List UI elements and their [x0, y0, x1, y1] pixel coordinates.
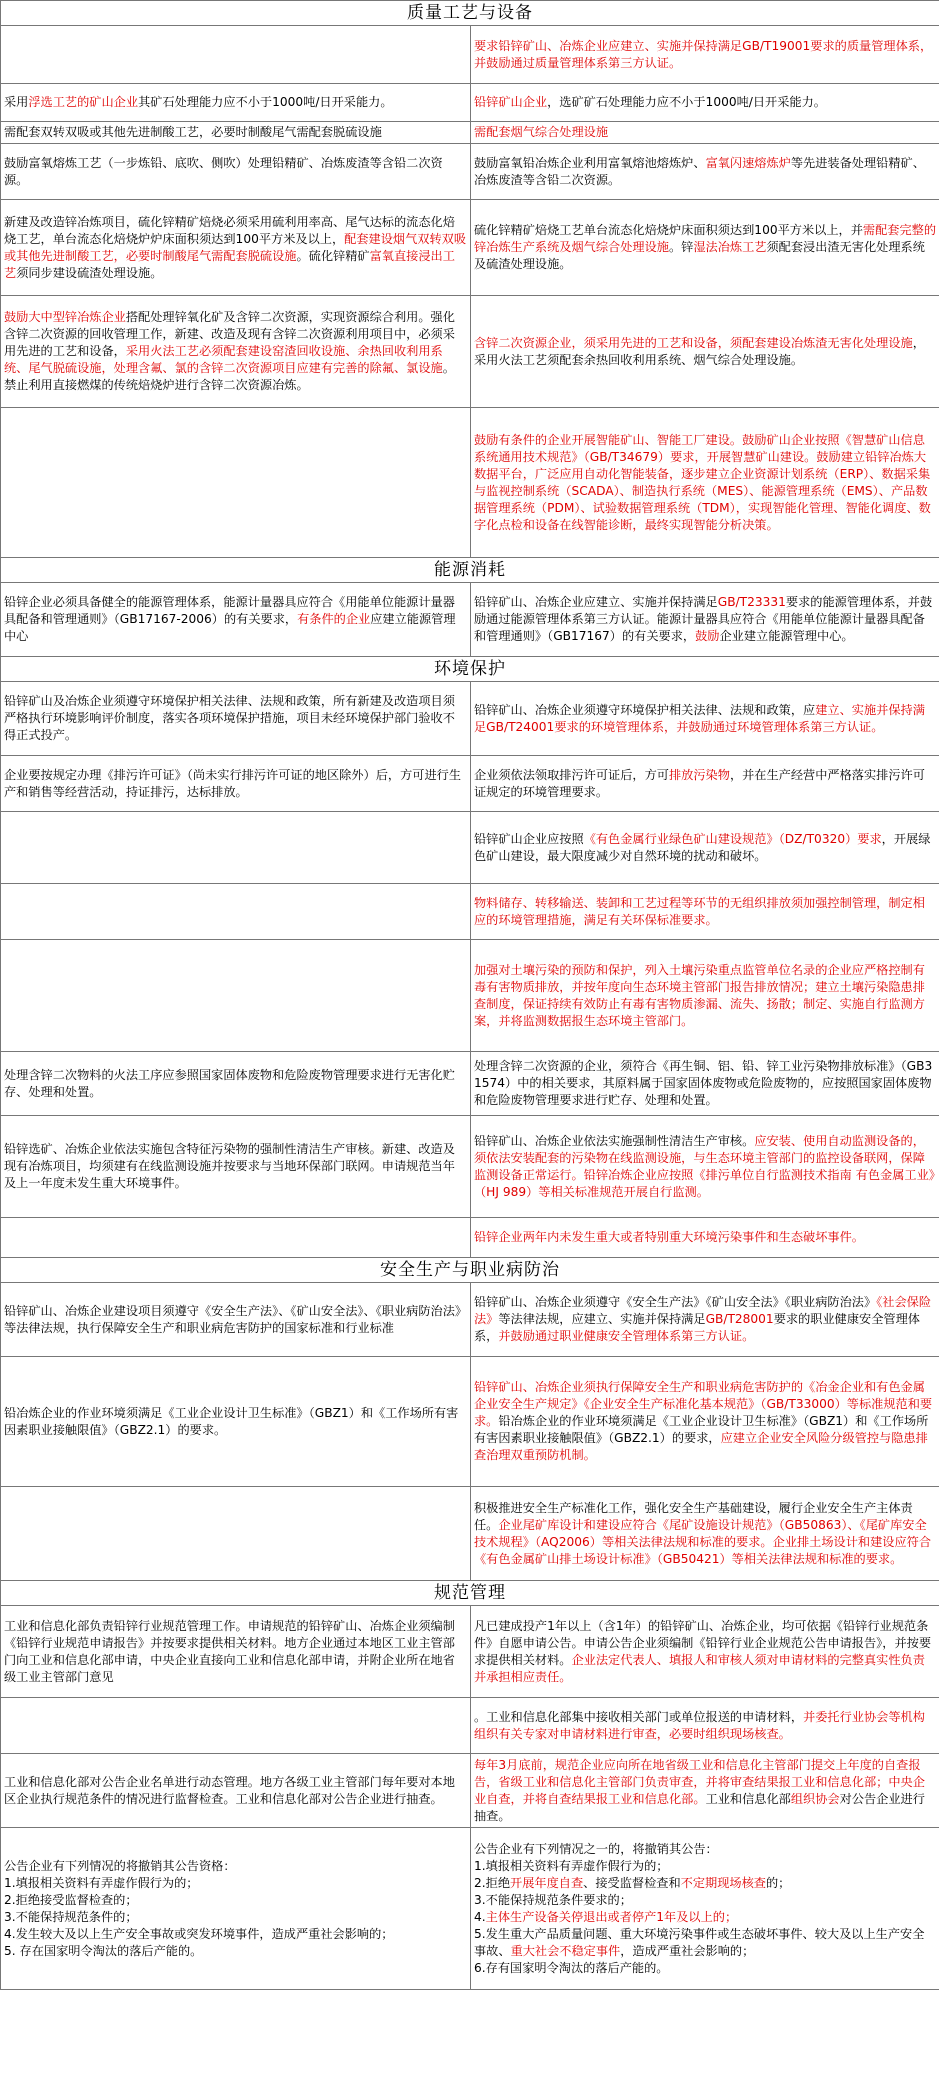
clause-text: 等法律法规，应建立、实施并保持满足 — [498, 1312, 706, 1326]
clause-text: ，采用火法工艺须配套余热回收利用系统、烟气综合处理设施。 — [474, 335, 925, 367]
clause-text: 凡已建成投产1年以上（含1年）的铅锌矿山、冶炼企业，均可依据《铅锌行业规范条件》自愿申请公告。申请公告企业须编制《铅锌行业企业规范公告申请报告》，并按要求提供相关材料。 — [474, 1618, 932, 1667]
highlighted-text: 铅锌企业两年内未发生重大或者特别重大环境污染事件和生态破坏事件。 — [474, 1230, 864, 1244]
original-clause-cell — [1, 1828, 471, 1990]
original-clause-cell — [1, 1698, 471, 1754]
clause-text: 鼓励富氧熔炼工艺（一步炼铅、底吹、侧吹）处理铅精矿、冶炼废渣等含铅二次资源。 — [4, 155, 443, 187]
revised-clause-cell — [471, 408, 939, 558]
original-clause-cell — [1, 122, 471, 144]
highlighted-text: 每年3月底前，规范企业应向所在地省级工业和信息化主管部门提交上年度的自查报告，省级工业和信息化主管部门负责审查，并将审查结果报工业和信息化部；中央企业自查，并将自查结果报工业和信息化部。 — [474, 1757, 925, 1806]
original-clause-cell — [1, 26, 471, 84]
original-clause-cell — [1, 1218, 471, 1258]
original-clause-cell — [1, 940, 471, 1052]
revised-clause-cell — [471, 122, 939, 144]
clause-text: 铅冶炼企业的作业环境须满足《工业企业设计卫生标准》（GBZ1）和《工作场所有害因素职业接触限值》（GBZ2.1）的要求， — [474, 1414, 929, 1445]
clause-row — [1, 26, 939, 84]
original-clause-cell — [1, 1754, 471, 1828]
revised-clause-cell — [471, 1052, 939, 1116]
highlighted-text: 建立、实施并保持满足GB/T24001要求的环境管理体系，并鼓励通过环境管理体系第三方认证。 — [474, 702, 925, 734]
clause-text: 铅锌矿山、冶炼企业须遵守环境保护相关法律、法规和政策，应 — [474, 702, 816, 717]
clause-text: 铅锌矿山、冶炼企业依法实施强制性清洁生产审核。 — [474, 1133, 755, 1148]
highlighted-text: 采用火法工艺必须配套建设窑渣回收设施、余热回收利用系统、尾气脱硫设施，处理含氟、氯的含锌二次资源项目应建有完善的除氟、氯设施 — [4, 344, 443, 375]
highlighted-text: 排放污染物 — [669, 767, 730, 782]
highlighted-text: 需配套烟气综合处理设施 — [474, 125, 609, 139]
highlighted-text: 应安装、使用自动监测设备的，须依法安装配套的污染物在线监测设施，与生态环境主管部门的监控设备联网，保障监测设备正常运行。铅锌冶炼企业应按照《排污单位自行监测技术指南 有色金属工业》（HJ 989）等相关标准规范开展自行监测。 — [474, 1133, 935, 1199]
highlighted-text: 企业法定代表人、填报人和审核人须对申请材料的完整真实性负责并承担相应责任。 — [474, 1652, 925, 1684]
section-header-row — [1, 657, 939, 682]
clause-row — [1, 408, 939, 558]
revised-clause-cell — [471, 1218, 939, 1258]
highlighted-text: 企业尾矿库设计和建设应符合《尾矿设施设计规范》（GB50863）、《尾矿库安全技术规程》（AQ2006）等相关法律法规和标准的要求。企业排土场设计和建设应符合《有色金属矿山排土场设计标准》（GB50421）等相关法律法规和标准的要求。 — [474, 1517, 932, 1566]
clause-text: 2.拒绝 — [474, 1875, 511, 1890]
highlighted-text: 有条件的企业 — [297, 612, 371, 626]
revised-clause-cell — [471, 1828, 939, 1990]
clause-row — [1, 1116, 939, 1218]
clause-text: 对公告企业进行抽查。 — [474, 1791, 925, 1823]
clause-text: ，并在生产经营中严格落实排污许可证规定的环境管理要求。 — [474, 767, 925, 799]
clause-text: 采用 — [4, 95, 29, 109]
original-clause-cell — [1, 1487, 471, 1581]
highlighted-text: 并鼓励通过职业健康安全管理体系第三方认证。 — [498, 1329, 755, 1343]
clause-text: 铅冶炼企业的作业环境须满足《工业企业设计卫生标准》（GBZ1）和《工作场所有害因素职业接触限值》（GBZ2.1）的要求。 — [4, 1405, 459, 1437]
clause-text: ，选矿矿石处理能力应不小于1000吨/日开采能力。 — [547, 95, 826, 109]
clause-row — [1, 1754, 939, 1828]
clause-text: 3.不能保持规范条件要求的； — [474, 1892, 632, 1907]
highlighted-text: 应建立企业安全风险分级管控与隐患排查治理双重预防机制。 — [474, 1431, 928, 1462]
clause-text: 工业和信息化部 — [705, 1791, 791, 1806]
clause-text: 要求的职业健康安全管理体系， — [474, 1312, 920, 1343]
revised-clause-cell — [471, 1487, 939, 1581]
highlighted-text: 加强对土壤污染的预防和保护，列入土壤污染重点监管单位名录的企业应严格控制有毒有害物质排放，并按年度向生态环境主管部门报告排放情况；建立土壤污染隐患排查制度，保证持续有效防止有毒有害物质渗漏、流失、扬散；制定、实施自行监测方案，并将监测数据报生态环境主管部门。 — [474, 962, 925, 1028]
clause-text: 公告企业有下列情况的将撤销其公告资格： — [4, 1858, 236, 1873]
clause-text: 工业和信息化部负责铅锌行业规范管理工作。申请规范的铅锌矿山、冶炼企业须编制《铅锌行业规范申请报告》并按要求提供相关材料。地方企业通过本地区工业主管部门向工业和信息化部申请，中央企业直接向工业和信息化部申请，并附企业所在地省级工业主管部门意见 — [4, 1618, 455, 1684]
clause-row — [1, 1283, 939, 1357]
clause-row — [1, 1606, 939, 1698]
highlighted-text: 配套建设烟气双转双吸或其他先进制酸工艺，必要时制酸尾气需配套脱硫设施 — [4, 231, 467, 263]
clause-text: 其矿石处理能力应不小于1000吨/日开采能力。 — [138, 95, 393, 109]
clause-row — [1, 1828, 939, 1990]
clause-row — [1, 122, 939, 144]
section-title: 质量工艺与设备 — [1, 1, 939, 26]
highlighted-text: GB/T23331 — [717, 595, 786, 609]
revised-clause-cell — [471, 144, 939, 200]
clause-text: 。禁止利用直接燃煤的传统焙烧炉进行含锌二次资源冶炼。 — [4, 361, 455, 392]
revised-clause-cell — [471, 296, 939, 408]
clause-text: 铅锌矿山、冶炼企业须遵守《安全生产法》《矿山安全法》《职业病防治法》 — [474, 1295, 877, 1309]
clause-text: ，造成严重社会影响的； — [620, 1943, 755, 1958]
clause-row — [1, 296, 939, 408]
section-title: 能源消耗 — [1, 558, 939, 583]
revised-clause-cell — [471, 1606, 939, 1698]
comparison-table-body — [1, 1, 939, 1990]
highlighted-text: 开展年度自查 — [510, 1875, 584, 1890]
clause-text: 3.不能保持规范条件的； — [4, 1909, 138, 1924]
highlighted-text: 需配套完整的锌冶炼生产系统及烟气综合处理设施 — [474, 223, 937, 254]
revised-clause-cell — [471, 583, 939, 657]
clause-text: 需配套双转双吸或其他先进制酸工艺，必要时制酸尾气需配套脱硫设施 — [4, 125, 382, 139]
original-clause-cell — [1, 1283, 471, 1357]
clause-text: 铅锌选矿、冶炼企业依法实施包含特征污染物的强制性清洁生产审核。新建、改造及现有冶炼项目，均须建有在线监测设施并按要求与当地环保部门联网。申请规范当年及上一年度未发生重大环境事件。 — [4, 1142, 455, 1190]
section-header-row — [1, 1258, 939, 1283]
highlighted-text: 物料储存、转移输送、装卸和工艺过程等环节的无组织排放须加强控制管理，制定相应的环境管理措施，满足有关环保标准要求。 — [474, 895, 925, 927]
highlighted-text: 不定期现场核查 — [680, 1875, 766, 1890]
section-title: 安全生产与职业病防治 — [1, 1258, 939, 1283]
clause-text: 新建及改造锌冶炼项目，硫化锌精矿焙烧必须采用硫利用率高、尾气达标的流态化焙烧工艺，单台流态化焙烧炉炉床面积须达到100平方米及以上， — [4, 214, 455, 246]
clause-row — [1, 812, 939, 884]
original-clause-cell — [1, 200, 471, 296]
revised-clause-cell — [471, 812, 939, 884]
highlighted-text: 组织协会 — [790, 1791, 840, 1806]
clause-text: 。锌 — [669, 240, 694, 254]
clause-text: 。硫化锌精矿 — [296, 248, 370, 263]
highlighted-text: 主体生产设备关停退出或者停产1年及以上的； — [485, 1909, 738, 1924]
clause-text: 铅锌企业必须具备健全的能源管理体系，能源计量器具应符合《用能单位能源计量器具配备和管理通则》（GB17167-2006）的有关要求， — [4, 595, 455, 626]
original-clause-cell — [1, 1052, 471, 1116]
clause-text: 要求的能源管理体系，并鼓励通过能源管理体系第三方认证。能源计量器具应符合《用能单位能源计量器具配备和管理通则》（GB17167）的有关要求， — [474, 595, 933, 643]
clause-text: 等先进装备处理铅精矿、冶炼废渣等含铅二次资源。 — [474, 155, 925, 187]
clause-text: 处理含锌二次物料的火法工序应参照国家固体废物和危险废物管理要求进行无害化贮存、处理和处置。 — [4, 1067, 455, 1099]
highlighted-text: 并委托行业协会等机构组织有关专家对申请材料进行审查，必要时组织现场核查。 — [474, 1709, 925, 1741]
revised-clause-cell — [471, 1116, 939, 1218]
revised-clause-cell — [471, 26, 939, 84]
clause-row — [1, 884, 939, 940]
section-title: 环境保护 — [1, 657, 939, 682]
revised-clause-cell — [471, 940, 939, 1052]
clause-text: 铅锌矿山及冶炼企业须遵守环境保护相关法律、法规和政策，所有新建及改造项目须严格执行环境影响评价制度，落实各项环境保护措施，项目未经环境保护部门验收不得正式投产。 — [4, 694, 455, 742]
clause-text: 的； — [765, 1875, 791, 1890]
clause-text: 企业建立能源管理中心。 — [719, 629, 854, 643]
clause-text: ，开展绿色矿山建设，最大限度减少对自然环境的扰动和破坏。 — [474, 831, 931, 863]
clause-text: 4.发生较大及以上生产安全事故或突发环境事件，造成严重社会影响的； — [4, 1926, 394, 1941]
clause-text: 4. — [474, 1909, 486, 1924]
revised-clause-cell — [471, 682, 939, 756]
section-header-row — [1, 558, 939, 583]
clause-text: 铅锌矿山企业应按照 — [474, 831, 584, 846]
clause-row — [1, 200, 939, 296]
clause-text: 、接受监督检查和 — [583, 1875, 681, 1890]
clause-text: 企业要按规定办理《排污许可证》（尚未实行排污许可证的地区除外）后，方可进行生产和销售等经营活动，持证排污，达标排放。 — [4, 767, 462, 799]
clause-row — [1, 583, 939, 657]
highlighted-text: 铅锌矿山企业 — [474, 95, 548, 109]
original-clause-cell — [1, 682, 471, 756]
clause-row — [1, 682, 939, 756]
clause-text: 须同步建设硫渣处理设施。 — [16, 265, 163, 280]
clause-text: 应建立能源管理中心 — [4, 612, 456, 643]
highlighted-text: 《社会保险法》 — [474, 1295, 932, 1326]
original-clause-cell — [1, 296, 471, 408]
highlighted-text: 鼓励有条件的企业开展智能矿山、智能工厂建设。鼓励矿山企业按照《智慧矿山信息系统通用技术规范》（GB/T34679）要求，开展智慧矿山建设。鼓励建立铅锌冶炼大数据平台，广泛应用自动化智能装备，逐步建立企业资源计划系统（ERP）、数据采集与监视控制系统（SCADA）、制造执行系统（MES）、能源管理系统（EMS）、产品数据管理系统（PDM）、试验数据管理系统（TDM），实现智能化管理、智能化调度、数字化点检和设备在线智能诊断，最终实现智能分析决策。 — [474, 432, 931, 532]
section-title: 规范管理 — [1, 1581, 939, 1606]
clause-row — [1, 144, 939, 200]
revised-clause-cell — [471, 756, 939, 812]
clause-text: 处理含锌二次资源的企业，须符合《再生铜、铝、铅、锌工业污染物排放标准》（GB31574）中的相关要求，其原料属于国家固体废物或危险废物的，应按照国家固体废物和危险废物管理要求进行贮存、处理和处置。 — [474, 1059, 933, 1107]
highlighted-text: 重大社会不稳定事件 — [510, 1943, 621, 1958]
clause-row — [1, 1052, 939, 1116]
original-clause-cell — [1, 1357, 471, 1487]
clause-text: 工业和信息化部对公告企业名单进行动态管理。地方各级工业主管部门每年要对本地区企业执行规范条件的情况进行监督检查。工业和信息化部对公告企业进行抽查。 — [4, 1774, 455, 1806]
highlighted-text: 要求铅锌矿山、冶炼企业应建立、实施并保持满足GB/T19001要求的质量管理体系，并鼓励通过质量管理体系第三方认证。 — [474, 38, 933, 70]
clause-text: 企业须依法领取排污许可证后，方可 — [474, 767, 669, 782]
clause-text: 5. 存在国家明令淘汰的落后产能的。 — [4, 1943, 203, 1958]
original-clause-cell — [1, 1606, 471, 1698]
highlighted-text: 铅锌矿山、冶炼企业须执行保障安全生产和职业病危害防护的《冶金企业和有色金属企业安全生产规定》《企业安全生产标准化基本规范》（GB/T33000）等标准规范和要求。 — [474, 1380, 933, 1428]
highlighted-text: 富氧闪速熔炼炉 — [705, 155, 791, 170]
original-clause-cell — [1, 408, 471, 558]
highlighted-text: 鼓励大中型锌冶炼企业 — [4, 310, 126, 324]
original-clause-cell — [1, 144, 471, 200]
highlighted-text: 湿法冶炼工艺 — [693, 240, 767, 254]
clause-row — [1, 84, 939, 122]
section-header-row — [1, 1581, 939, 1606]
revised-clause-cell — [471, 1698, 939, 1754]
clause-row — [1, 756, 939, 812]
clause-row — [1, 1218, 939, 1258]
original-clause-cell — [1, 812, 471, 884]
clause-text: 积极推进安全生产标准化工作，强化安全生产基础建设，履行企业安全生产主体责任。 — [474, 1500, 913, 1532]
revised-clause-cell — [471, 884, 939, 940]
section-header-row — [1, 1, 939, 26]
clause-row — [1, 1487, 939, 1581]
clause-text: 铅锌矿山、冶炼企业应建立、实施并保持满足 — [474, 595, 718, 609]
original-clause-cell — [1, 884, 471, 940]
clause-row — [1, 1357, 939, 1487]
clause-text: 5.发生重大产品质量问题、重大环境污染事件或生态破坏事件、较大及以上生产安全事故、 — [474, 1926, 925, 1958]
clause-text: 鼓励富氧铅冶炼企业利用富氧熔池熔炼炉、 — [474, 155, 706, 170]
revised-clause-cell — [471, 84, 939, 122]
highlighted-text: GB/T28001 — [705, 1312, 774, 1326]
highlighted-text: 《有色金属行业绿色矿山建设规范》（DZ/T0320）要求 — [583, 831, 882, 846]
clause-text: 须配套浸出渣无害化处理系统及硫渣处理设施。 — [474, 240, 925, 271]
original-clause-cell — [1, 583, 471, 657]
original-clause-cell — [1, 84, 471, 122]
clause-text: 公告企业有下列情况之一的，将撤销其公告： — [474, 1841, 718, 1856]
clause-row — [1, 940, 939, 1052]
clause-text: 。工业和信息化部集中接收相关部门或单位报送的申请材料， — [474, 1709, 804, 1724]
highlighted-text: 浮选工艺的矿山企业 — [28, 95, 139, 109]
clause-text: 2.拒绝接受监督检查的； — [4, 1892, 138, 1907]
highlighted-text: 含锌二次资源企业，须采用先进的工艺和设备，须配套建设冶炼渣无害化处理设施 — [474, 335, 913, 350]
revised-clause-cell — [471, 1754, 939, 1828]
clause-text: 1.填报相关资料有弄虚作假行为的； — [4, 1875, 199, 1890]
clause-row — [1, 1698, 939, 1754]
clause-text: 铅锌矿山、冶炼企业建设项目须遵守《安全生产法》、《矿山安全法》、《职业病防治法》等法律法规，执行保障安全生产和职业病危害防护的国家标准和行业标准 — [4, 1303, 461, 1335]
clause-text: 硫化锌精矿焙烧工艺单台流态化焙烧炉床面积须达到100平方米以上，并 — [474, 223, 863, 237]
clause-text: 搭配处理锌氧化矿及含锌二次资源，实现资源综合利用。强化含锌二次资源的回收管理工作，新建、改造及现有含锌二次资源利用项目中，必须采用先进的工艺和设备， — [4, 310, 455, 358]
highlighted-text: 鼓励 — [695, 629, 720, 643]
revised-clause-cell — [471, 1283, 939, 1357]
clause-text: 1.填报相关资料有弄虚作假行为的； — [474, 1858, 669, 1873]
clause-text: 6.存有国家明令淘汰的落后产能的。 — [474, 1960, 669, 1975]
revised-clause-cell — [471, 200, 939, 296]
highlighted-text: 富氧直接浸出工艺 — [4, 248, 455, 280]
revised-clause-cell — [471, 1357, 939, 1487]
original-clause-cell — [1, 756, 471, 812]
original-clause-cell — [1, 1116, 471, 1218]
